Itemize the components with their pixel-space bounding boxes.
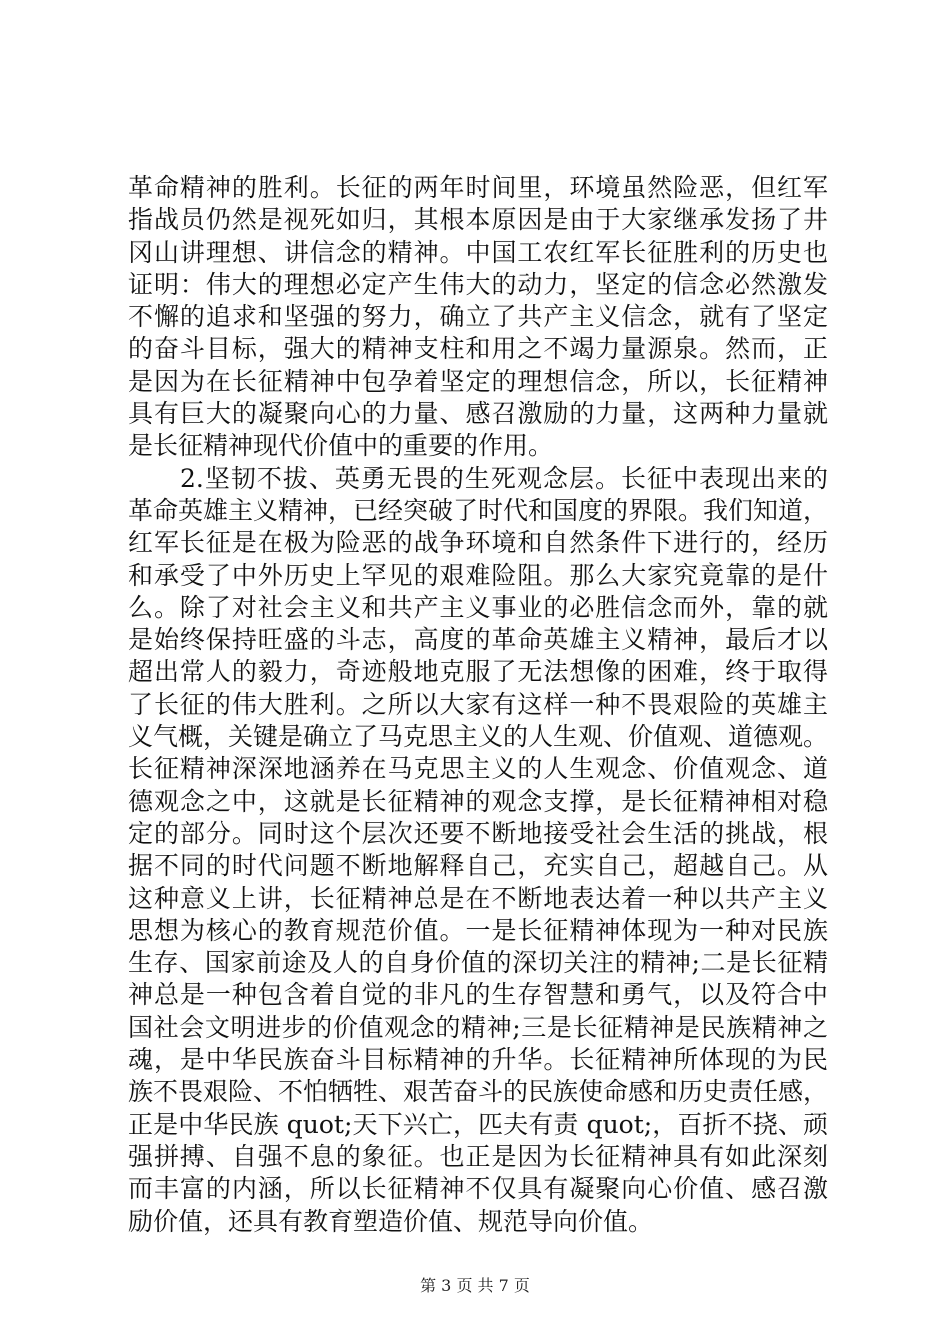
text-line: 是因为在长征精神中包孕着坚定的理想信念，所以，长征精神 (128, 366, 828, 396)
body-text (128, 172, 828, 1238)
text-line: 国社会文明进步的价值观念的精神;三是长征精神是民族精神之 (128, 1012, 828, 1042)
text-line: 了长征的伟大胜利。之所以大家有这样一种不畏艰险的英雄主 (128, 689, 828, 719)
text-line: 魂，是中华民族奋斗目标精神的升华。长征精神所体现的为民 (128, 1045, 828, 1075)
text-line: 德观念之中，这就是长征精神的观念支撑，是长征精神相对稳 (128, 786, 828, 816)
text-line: 和承受了中外历史上罕见的艰难险阻。那么大家究竟靠的是什 (128, 560, 828, 590)
text-line: 长征精神深深地涵养在马克思主义的人生观念、价值观念、道 (128, 754, 828, 784)
text-line: 超出常人的毅力，奇迹般地克服了无法想像的困难，终于取得 (128, 657, 828, 687)
page-footer: 第 3 页 共 7 页 (420, 1276, 530, 1295)
text-line: 么。除了对社会主义和共产主义事业的必胜信念而外，靠的就 (128, 592, 828, 622)
text-line: 是始终保持旺盛的斗志，高度的革命英雄主义精神，最后才以 (128, 625, 828, 655)
text-line: 正是中华民族 quot;天下兴亡，匹夫有责 quot;，百折不挠、顽 (128, 1109, 828, 1139)
text-line: 不懈的追求和坚强的努力，确立了共产主义信念，就有了坚定 (128, 302, 828, 332)
text-line: 义气概，关键是确立了马克思主义的人生观、价值观、道德观。 (128, 722, 829, 752)
text-line: 神总是一种包含着自觉的非凡的生存智慧和勇气，以及符合中 (128, 980, 828, 1010)
text-line: 证明：伟大的理想必定产生伟大的动力，坚定的信念必然激发 (128, 269, 828, 299)
text-line: 生存、国家前途及人的自身价值的深切关注的精神;二是长征精 (128, 948, 828, 978)
text-line: 强拼搏、自强不息的象征。也正是因为长征精神具有如此深刻 (128, 1141, 828, 1171)
text-line: 据不同的时代问题不断地解释自己，充实自己，超越自己。从 (128, 851, 828, 881)
text-line: 红军长征是在极为险恶的战争环境和自然条件下进行的，经历 (128, 528, 828, 558)
text-line: 这种意义上讲，长征精神总是在不断地表达着一种以共产主义 (128, 883, 828, 913)
text-line: 指战员仍然是视死如归，其根本原因是由于大家继承发扬了井 (128, 205, 828, 235)
text-line: 的奋斗目标，强大的精神支柱和用之不竭力量源泉。然而，正 (128, 334, 828, 364)
text-line: 是长征精神现代价值中的重要的作用。 (128, 431, 554, 461)
text-line: 具有巨大的凝聚向心的力量、感召激励的力量，这两种力量就 (128, 399, 828, 429)
text-line: 冈山讲理想、讲信念的精神。中国工农红军长征胜利的历史也 (128, 237, 828, 267)
text-line: 族不畏艰险、不怕牺牲、艰苦奋斗的民族使命感和历史责任感， (128, 1077, 829, 1107)
text-line: 思想为核心的教育规范价值。一是长征精神体现为一种对民族 (128, 915, 828, 945)
text-line: 励价值，还具有教育塑造价值、规范导向价值。 (128, 1206, 654, 1236)
text-line: 2.坚韧不拔、英勇无畏的生死观念层。长征中表现出来的 (128, 463, 828, 493)
text-line: 定的部分。同时这个层次还要不断地接受社会生活的挑战，根 (128, 818, 828, 848)
text-line: 而丰富的内涵，所以长征精神不仅具有凝聚向心价值、感召激 (128, 1174, 828, 1204)
text-line: 革命英雄主义精神，已经突破了时代和国度的界限。我们知道， (128, 495, 829, 525)
text-line: 革命精神的胜利。长征的两年时间里，环境虽然险恶，但红军 (128, 173, 828, 202)
